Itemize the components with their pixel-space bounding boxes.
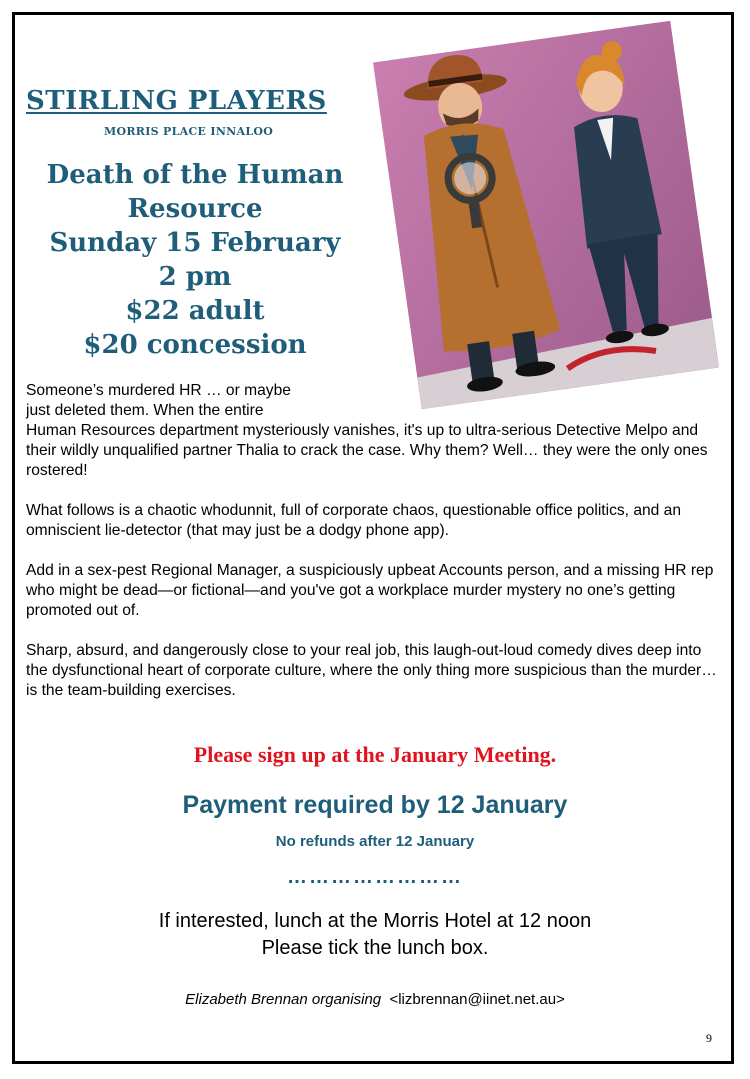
description-paragraph-3: Add in a sex-pest Regional Manager, a suspiciously upbeat Accounts person, and a missing HR rep who might be dead—or fictional—and you've got a workplace murder mystery no one’s getting promoted out of.	[26, 562, 714, 619]
detective-illustration	[373, 21, 719, 409]
event-title-line-1: Death of the Human	[46, 160, 344, 190]
organiser-name: Elizabeth Brennan organising	[185, 991, 382, 1008]
lunch-line-1: If interested, lunch at the Morris Hotel at 12 noon	[158, 910, 592, 932]
detective-poster-image	[373, 21, 719, 409]
organisation-name: STIRLING PLAYERS	[26, 86, 327, 116]
lunch-line-2: Please tick the lunch box.	[261, 937, 489, 959]
play-description	[26, 381, 726, 721]
lunch-info	[0, 908, 750, 962]
event-time: 2 pm	[158, 262, 232, 292]
organiser-email[interactable]: <lizbrennan@iinet.net.au>	[389, 991, 565, 1008]
price-adult: $22 adult	[125, 296, 265, 326]
description-paragraph-2: What follows is a chaotic whodunnit, full of corporate chaos, questionable office politics, and an omniscient lie-detector (that may just be a dodgy phone app).	[26, 502, 682, 539]
description-p1-rest: Human Resources department mysteriously vanishes, it's up to ultra-serious Detective Melpo and their wildly unqualified partner Thalia to crack the case. Why them? Well… they were the only ones rostered!	[26, 422, 708, 479]
signup-notice: Please sign up at the January Meeting.	[193, 742, 557, 767]
event-details	[20, 158, 370, 362]
refund-policy: No refunds after 12 January	[275, 833, 475, 850]
description-paragraph-1	[26, 381, 726, 481]
event-title-line-2: Resource	[127, 194, 263, 224]
page-number: 9	[706, 1031, 712, 1045]
dotted-separator: ……………………	[287, 866, 463, 888]
description-paragraph-4: Sharp, absurd, and dangerously close to your real job, this laugh-out-loud comedy dives deep into the dysfunctional heart of corporate culture, where the only thing more suspicious than the murder… is the team-building exercises.	[26, 642, 717, 699]
organiser-contact	[0, 991, 750, 1008]
description-p1-line-1: Someone’s murdered HR … or maybe	[26, 382, 291, 399]
price-concession: $20 concession	[83, 330, 307, 360]
venue-name: MORRIS PLACE INNALOO	[104, 125, 274, 138]
event-date: Sunday 15 February	[49, 228, 341, 258]
description-p1-line-2: just deleted them. When the entire	[26, 402, 264, 419]
payment-deadline: Payment required by 12 January	[182, 791, 568, 819]
